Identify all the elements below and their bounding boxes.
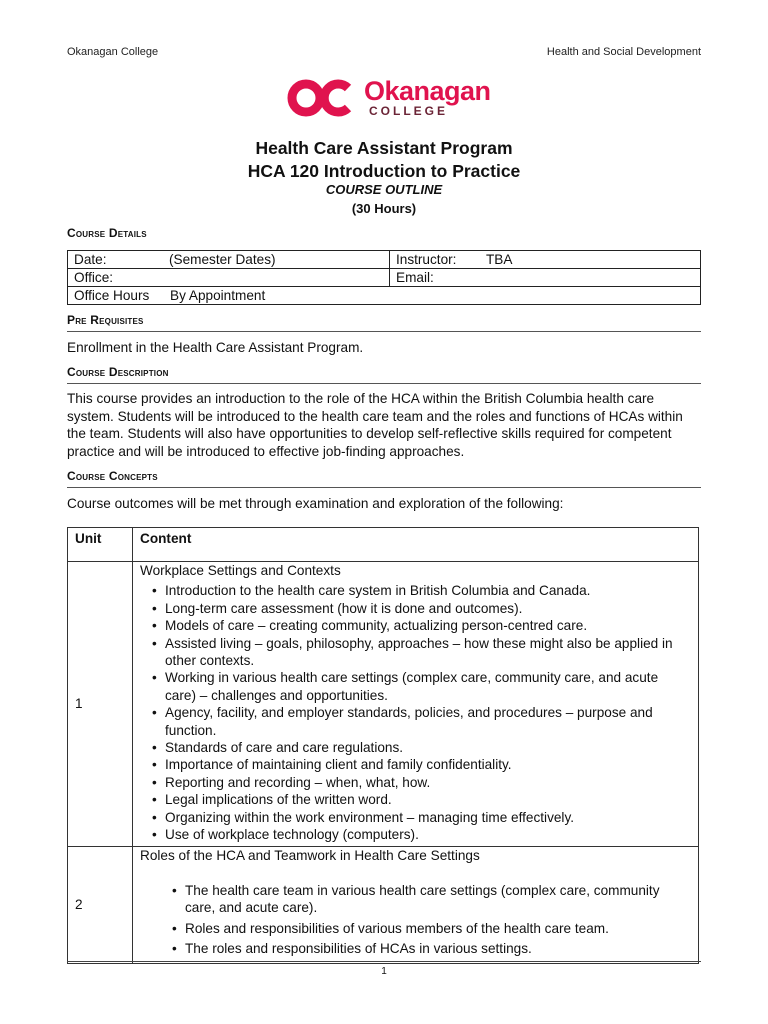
unit-number: 2 <box>68 846 133 963</box>
date-value: (Semester Dates) <box>169 251 276 267</box>
list-item: • Introduction to the health care system in British Columbia and Canada. <box>165 582 691 599</box>
office-label: Office: <box>74 269 114 285</box>
header-left: Okanagan College <box>67 46 159 58</box>
list-item: • The health care team in various health care settings (complex care, community care, and acute care). <box>185 882 691 917</box>
course-details-table <box>67 250 701 305</box>
email-label: Email: <box>396 269 434 285</box>
instructor-label: Instructor: <box>396 251 457 267</box>
unit-topics <box>140 882 691 958</box>
list-item: • Standards of care and care regulations. <box>165 739 691 756</box>
table-row <box>68 846 699 963</box>
office-hours-label: Office Hours <box>74 287 150 303</box>
hours-label: (30 Hours) <box>351 201 417 216</box>
outline-label: COURSE OUTLINE <box>325 182 443 197</box>
prereq-text: Enrollment in the Health Care Assistant Program. <box>67 340 364 355</box>
divider <box>67 383 701 384</box>
course-details-heading: Course Details <box>67 226 147 240</box>
table-row <box>68 562 699 847</box>
col-unit: Unit <box>68 528 133 562</box>
okanagan-college-logo <box>287 76 491 122</box>
unit-number: 1 <box>68 562 133 847</box>
concepts-heading: Course Concepts <box>67 469 158 483</box>
footer-rule <box>67 961 701 962</box>
instructor-value: TBA <box>486 251 513 267</box>
course-title: HCA 120 Introduction to Practice <box>247 161 521 181</box>
list-item: • Use of workplace technology (computers). <box>165 826 691 843</box>
list-item: • Legal implications of the written word. <box>165 791 691 808</box>
list-item: • Importance of maintaining client and family confidentiality. <box>165 756 691 773</box>
list-item: • Agency, facility, and employer standards, policies, and procedures – purpose and function. <box>165 704 691 739</box>
list-item: • Long-term care assessment (how it is done and outcomes). <box>165 600 691 617</box>
list-item: • Organizing within the work environment – managing time effectively. <box>165 809 691 826</box>
header-right: Health and Social Development <box>546 46 701 58</box>
list-item: • Roles and responsibilities of various members of the health care team. <box>185 920 691 937</box>
description-text: This course provides an introduction to the role of the HCA within the British Columbia health care system. Students will be introduced to the health care team and the roles and functions of HCAs within the team. Students will also have opportunities to develop self-reflective skills required for competent practice and will be introduced to effective job-finding approaches. <box>67 391 683 459</box>
date-label: Date: <box>74 251 107 267</box>
logo-sub: COLLEGE <box>369 104 449 118</box>
concepts-intro: Course outcomes will be met through examination and exploration of the following: <box>67 496 564 511</box>
course-concepts-table <box>67 527 699 964</box>
divider <box>67 487 701 488</box>
unit-title: Roles of the HCA and Teamwork in Health Care Settings <box>140 847 480 863</box>
col-content: Content <box>133 528 699 562</box>
page-number: 1 <box>381 966 387 977</box>
program-title: Health Care Assistant Program <box>255 138 513 158</box>
divider <box>67 331 701 332</box>
list-item: • Working in various health care settings (complex care, community care, and acute care) – challenges and opportunities. <box>165 669 691 704</box>
list-item: • Models of care – creating community, actualizing person-centred care. <box>165 617 691 634</box>
list-item: • The roles and responsibilities of HCAs in various settings. <box>185 940 691 957</box>
office-hours-value: By Appointment <box>170 287 266 303</box>
unit-topics <box>140 582 691 843</box>
description-heading: Course Description <box>67 365 169 379</box>
list-item: • Reporting and recording – when, what, how. <box>165 774 691 791</box>
unit-title: Workplace Settings and Contexts <box>140 563 341 578</box>
logo-name: Okanagan <box>364 76 491 106</box>
list-item: • Assisted living – goals, philosophy, approaches – how these might also be applied in other contexts. <box>165 635 691 670</box>
prereq-heading: Pre Requisites <box>67 313 144 327</box>
